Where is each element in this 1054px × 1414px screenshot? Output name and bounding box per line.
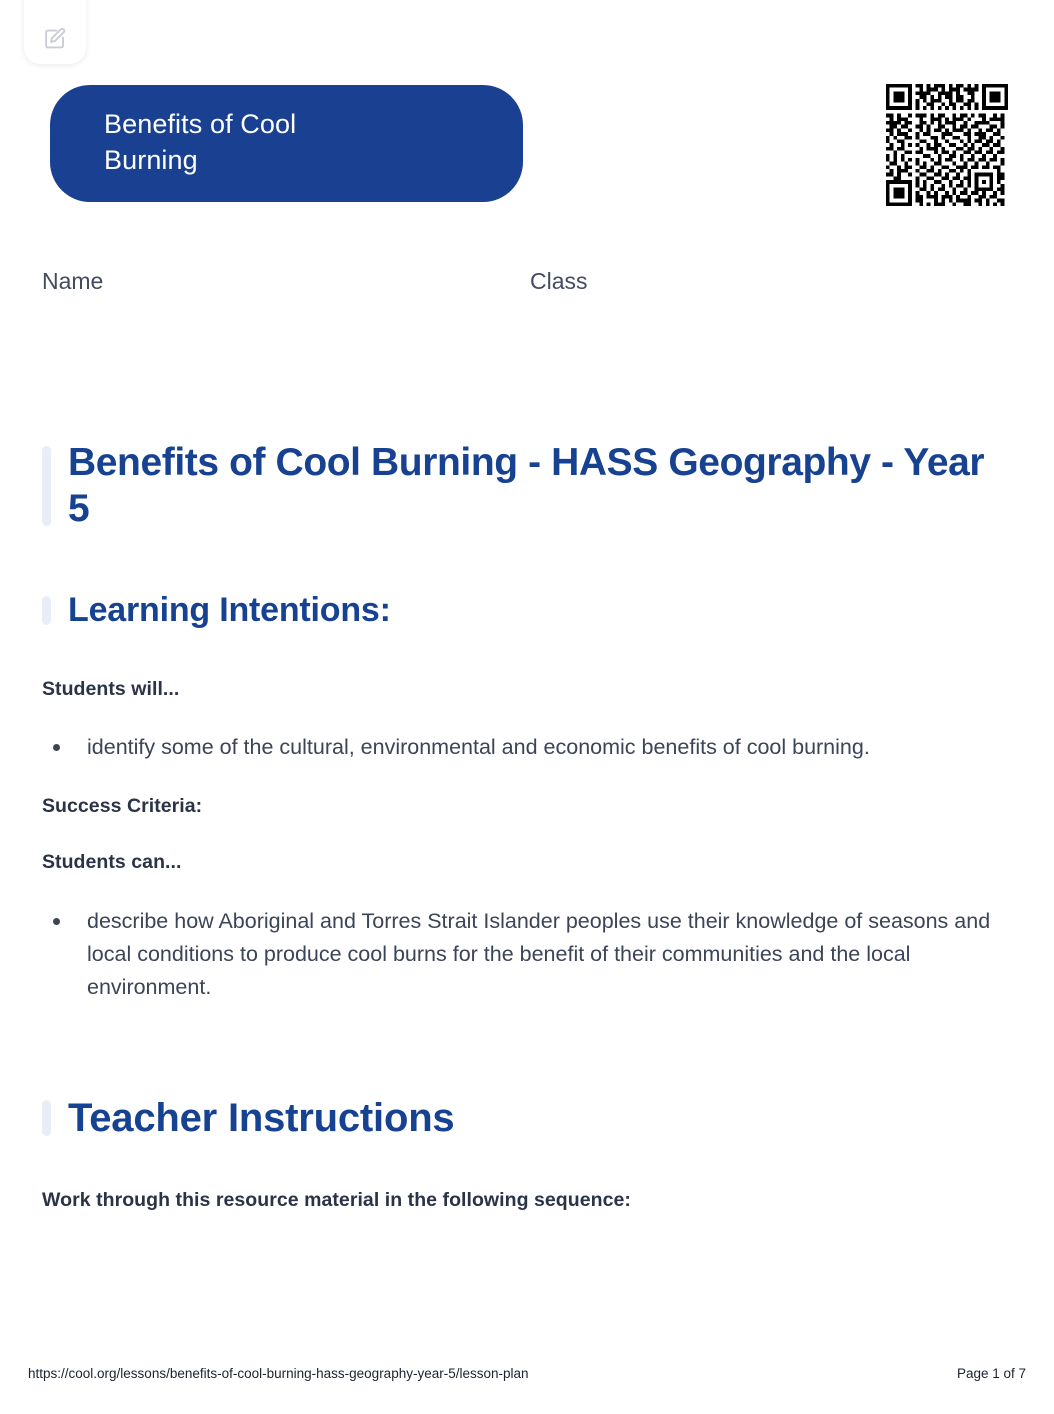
- list-item: identify some of the cultural, environmental and economic benefits of cool burning.: [42, 731, 1012, 764]
- success-criteria-list: [42, 905, 1012, 1004]
- list-item: describe how Aboriginal and Torres Strait Islander peoples use their knowledge of seasons and local conditions to produce cool burns for the benefit of their communities and the local environment.: [42, 905, 1012, 1004]
- learning-intentions-heading: Learning Intentions:: [68, 591, 391, 630]
- teacher-instructions-heading: Teacher Instructions: [68, 1096, 455, 1141]
- edit-square-pencil-icon: [42, 26, 68, 52]
- student-meta-row: [0, 268, 1054, 312]
- students-will-label: Students will...: [42, 677, 180, 700]
- footer-source-url[interactable]: https://cool.org/lessons/benefits-of-cool-burning-hass-geography-year-5/lesson-plan: [28, 1365, 529, 1381]
- class-field-label: Class: [530, 268, 588, 294]
- page-footer: [0, 1366, 1054, 1382]
- page-title-block: [42, 440, 1012, 532]
- name-field-label: Name: [42, 268, 104, 294]
- learning-intentions-heading-block: [42, 590, 1012, 631]
- worksheet-title-line-2: Burning: [104, 144, 198, 175]
- teacher-instructions-lead: Work through this resource material in the following sequence:: [42, 1189, 631, 1212]
- learning-intentions-list: [42, 731, 1012, 764]
- page-title: Benefits of Cool Burning - HASS Geography - Year 5: [68, 441, 985, 531]
- qr-code[interactable]: [886, 84, 1008, 206]
- teacher-instructions-heading-block: [42, 1094, 1012, 1142]
- footer-page-number: Page 1 of 7: [956, 1365, 1026, 1381]
- lesson-content: [0, 440, 1054, 1214]
- edit-worksheet-button[interactable]: [24, 0, 86, 64]
- qr-code-icon: [886, 84, 1008, 206]
- worksheet-title: [104, 107, 296, 178]
- worksheet-title-line-1: Benefits of Cool: [104, 109, 297, 139]
- students-can-label: Students can...: [42, 851, 182, 874]
- page-header: [0, 0, 1054, 230]
- worksheet-title-pill: [50, 85, 523, 202]
- success-criteria-label: Success Criteria:: [42, 795, 203, 818]
